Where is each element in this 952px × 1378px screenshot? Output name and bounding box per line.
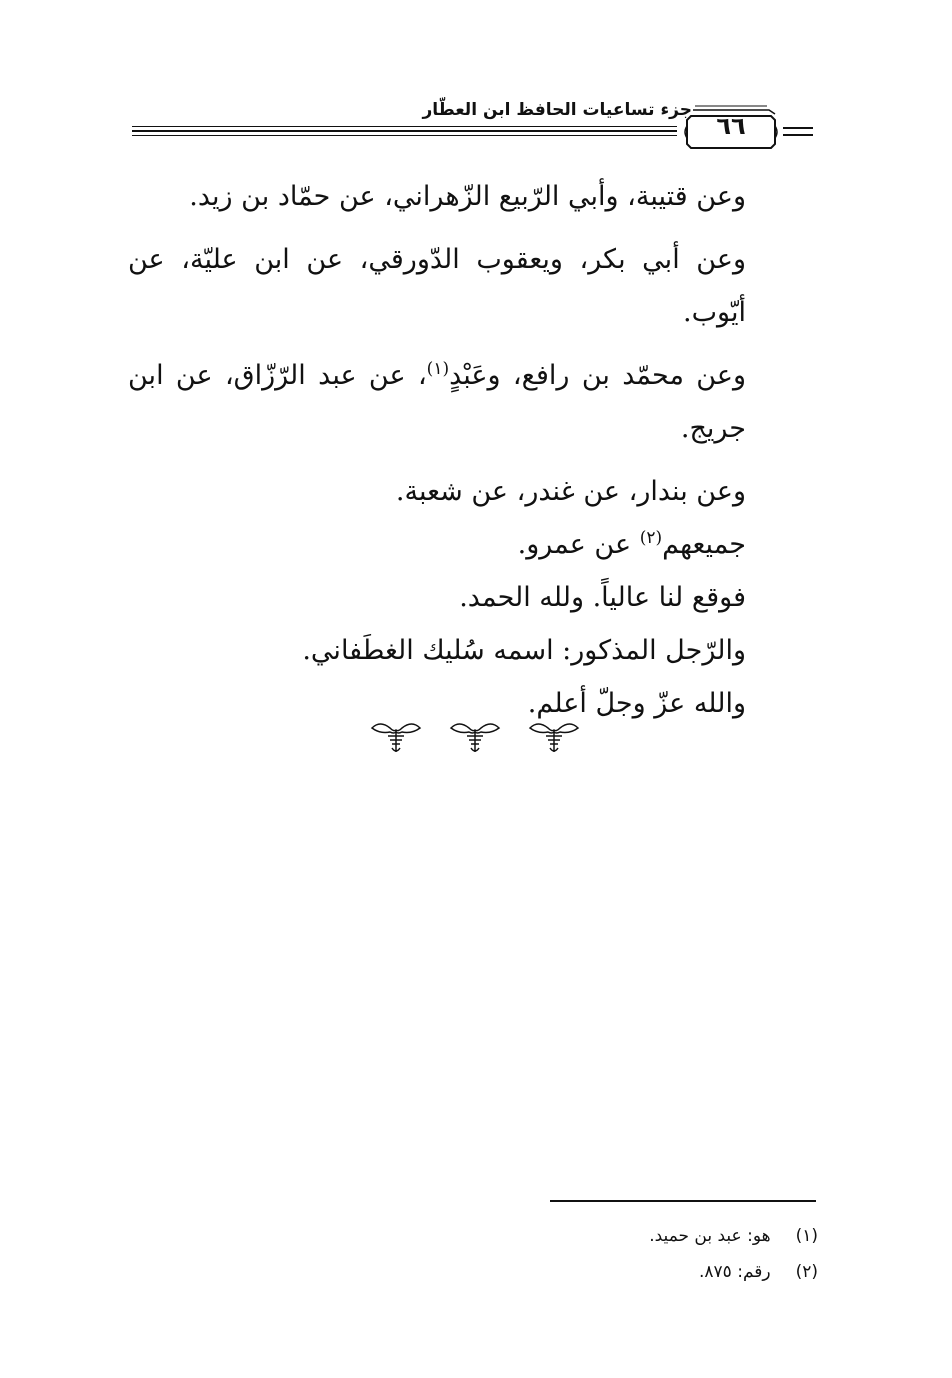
section-end-ornaments	[370, 718, 580, 758]
text-span: ، عن عبد الرّزّاق، عن ابن جريج.	[128, 360, 746, 444]
header-side-rule	[783, 127, 813, 129]
text-span: وعن محمّد بن رافع، وعَبْدٍ	[449, 360, 746, 391]
text-span: جميعهم	[662, 529, 746, 560]
running-title: جزء تساعيات الحافظ ابن العطّار	[422, 100, 692, 120]
text-paragraph	[128, 349, 818, 455]
text-line	[128, 518, 818, 571]
header-rule	[132, 126, 677, 127]
footnote	[500, 1254, 818, 1290]
header-rule	[132, 130, 677, 132]
fleuron-icon	[370, 718, 422, 756]
footnote-number: (١)	[795, 1226, 818, 1246]
footnote-text: هو: عبد بن حميد.	[649, 1226, 771, 1246]
footnote-reference: (٢)	[639, 528, 663, 548]
text-span: عن عمرو.	[517, 529, 640, 560]
text-paragraph: وعن أبي بكر، ويعقوب الدّورقي، عن ابن عليّة، عن أيّوب.	[128, 244, 746, 328]
text-line: والله عزّ وجلّ أعلم.	[527, 688, 746, 719]
main-text	[128, 170, 818, 730]
footnote-text: رقم: ٨٧٥.	[699, 1262, 771, 1282]
footnote	[500, 1218, 818, 1254]
footnote-rule	[550, 1200, 816, 1202]
text-line: فوقع لنا عالياً. ولله الحمد.	[459, 582, 746, 613]
fleuron-icon	[449, 718, 501, 756]
text-line: وعن بندار، عن غندر، عن شعبة.	[395, 476, 746, 507]
footnote-reference: (١)	[426, 359, 450, 379]
header-rule	[132, 135, 677, 136]
text-line: وعن قتيبة، وأبي الرّبيع الزّهراني، عن حمّاد بن زيد.	[189, 181, 746, 212]
header-side-rule	[783, 134, 813, 136]
text-line: والرّجل المذكور: اسمه سُليك الغطَفاني.	[302, 635, 746, 666]
footnote-number: (٢)	[795, 1262, 818, 1282]
page-number: ٦٦	[716, 112, 746, 140]
footnotes	[500, 1218, 818, 1290]
fleuron-icon	[528, 718, 580, 756]
